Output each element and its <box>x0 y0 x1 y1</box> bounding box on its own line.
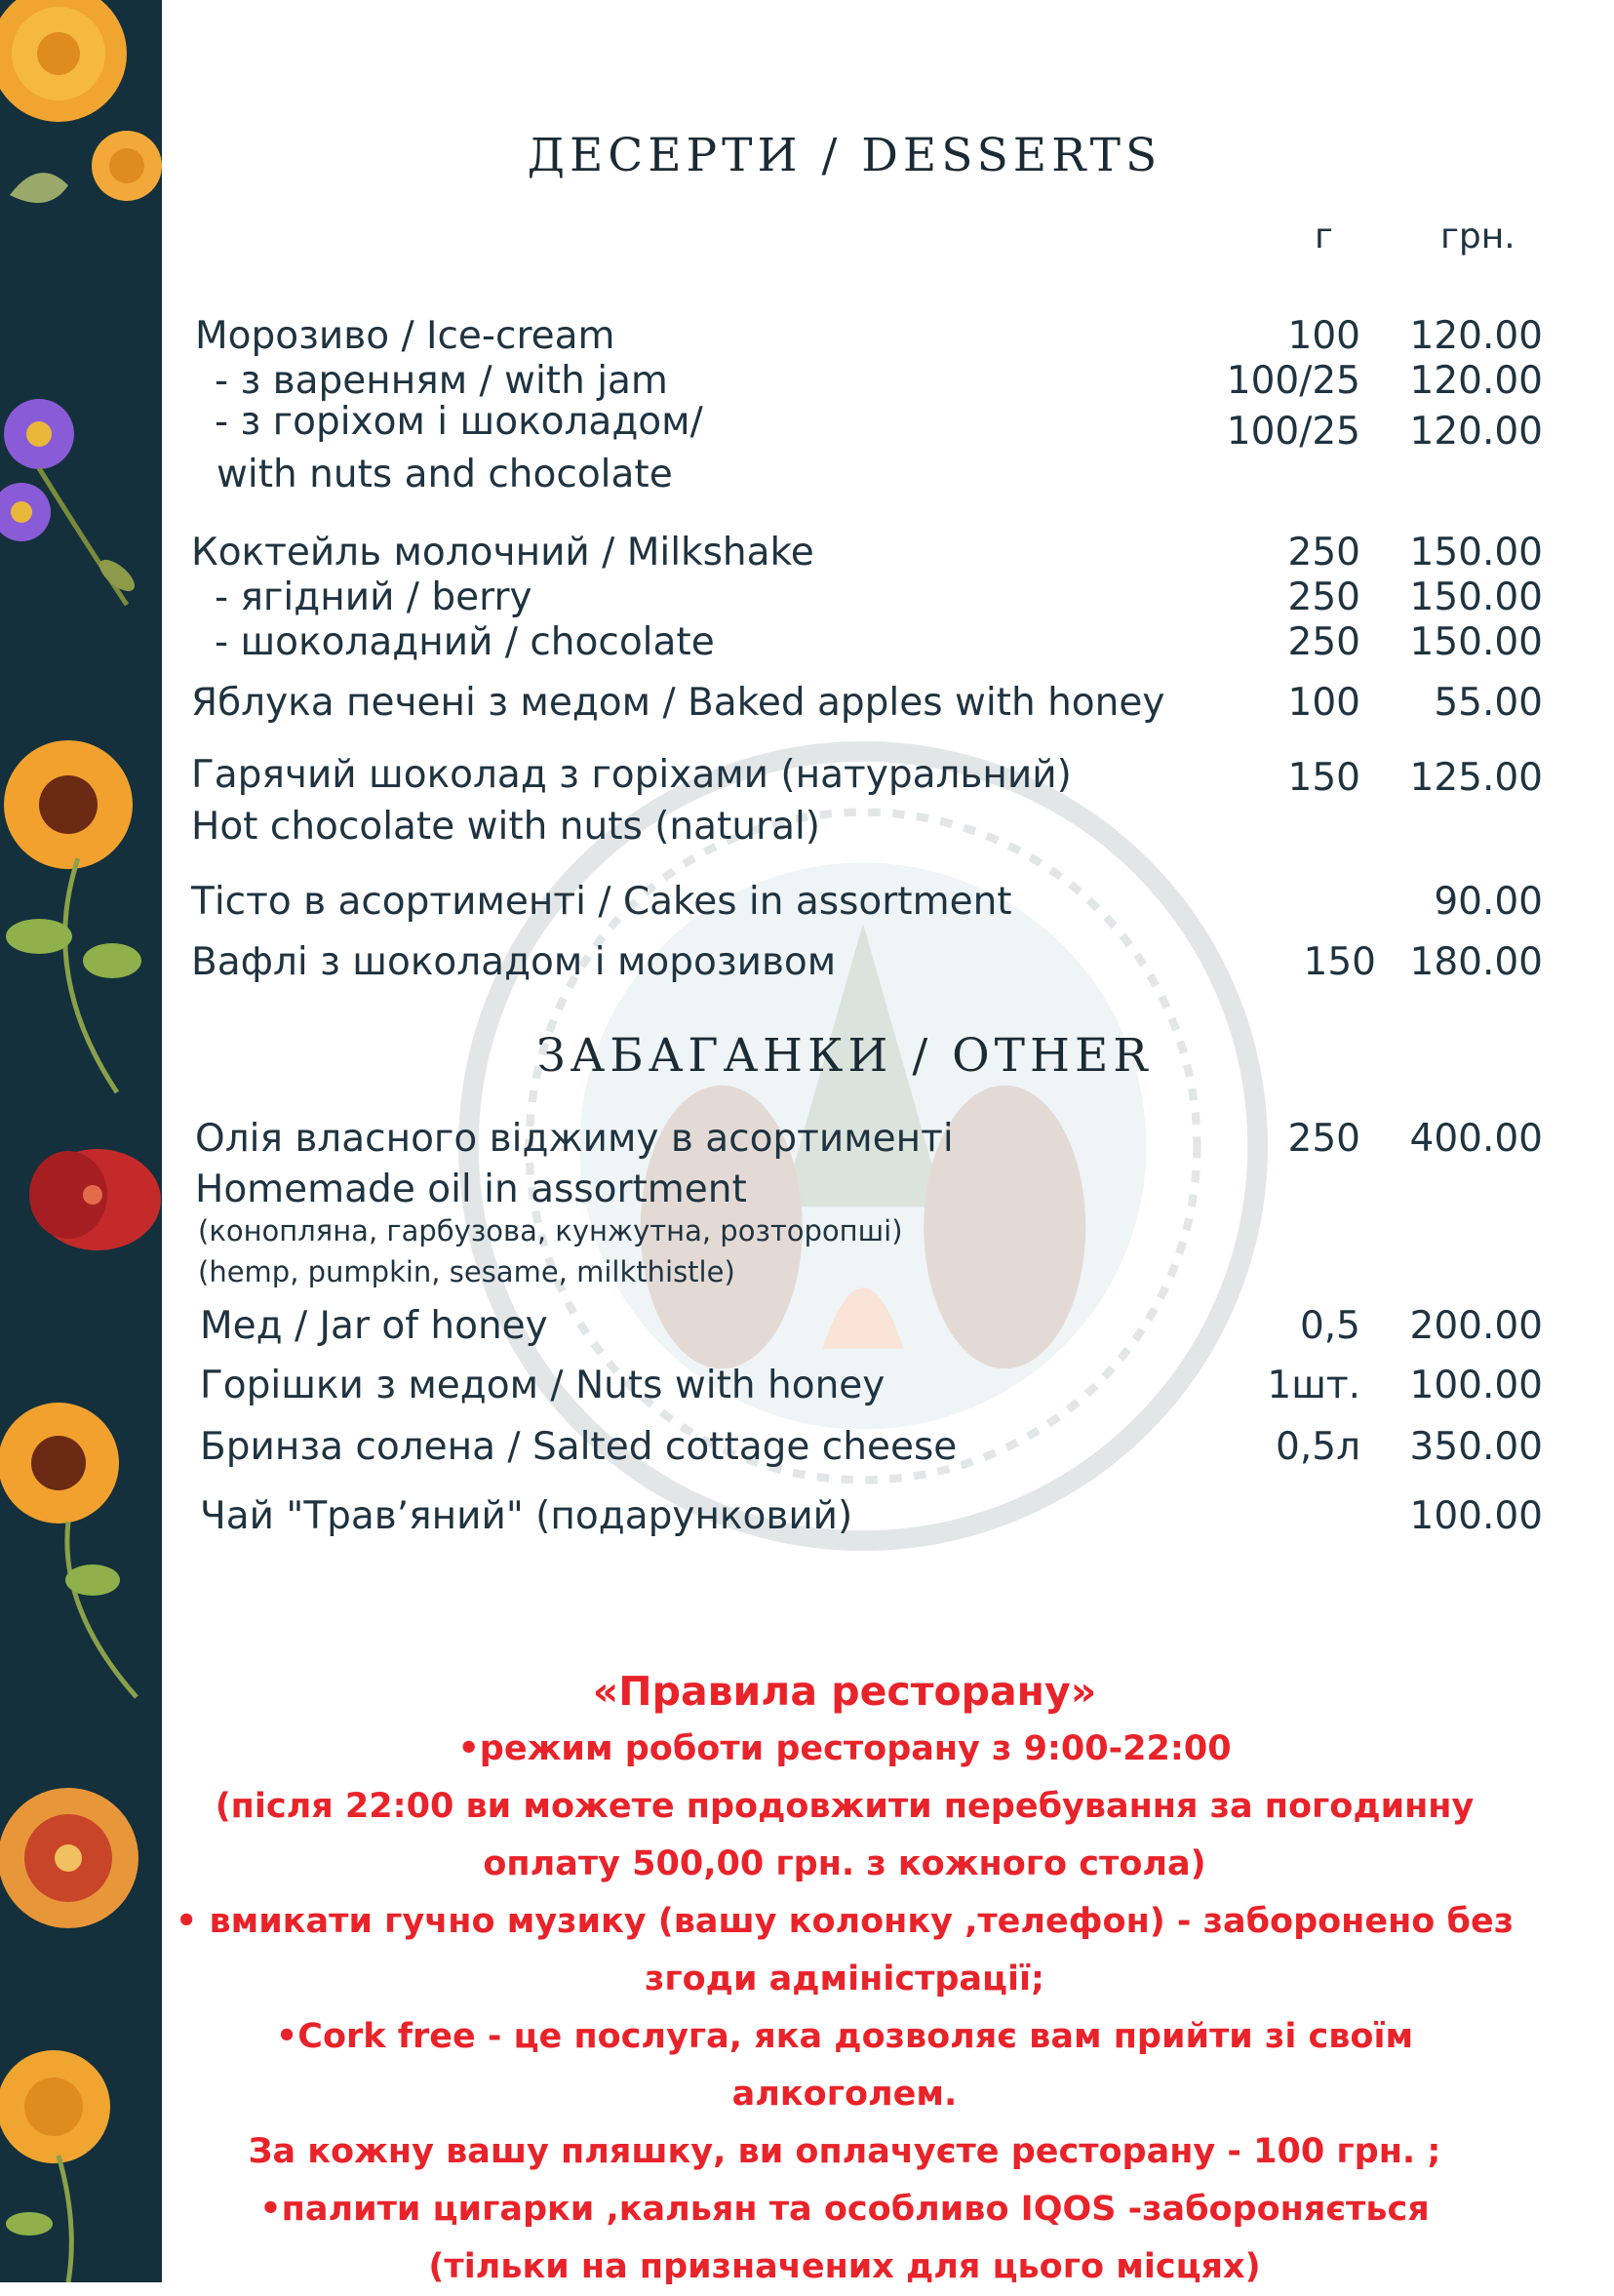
menu-item-price: 55.00 <box>1434 681 1543 725</box>
menu-item-name: Олія власного віджиму в асортименті <box>195 1117 954 1161</box>
menu-item-name: Hot chocolate with nuts (natural) <box>191 805 821 849</box>
rule-line: •палити цигарки ,кальян та особливо IQOS -забороняється <box>259 2190 1430 2229</box>
menu-item-name: Тісто в асортименті / Cakes in assortment <box>191 880 1012 924</box>
menu-item-weight: 0,5л <box>1276 1425 1360 1469</box>
sunflower-icon <box>0 1403 137 1697</box>
menu-item-weight: 100 <box>1287 681 1360 725</box>
menu-item-price: 180.00 <box>1409 940 1543 984</box>
menu-item-note: (конопляна, гарбузова, кунжутна, розторопші) <box>198 1214 903 1247</box>
floral-sidebar <box>0 0 162 2282</box>
menu-item-name: - ягідний / berry <box>215 575 532 619</box>
menu-item-price: 100.00 <box>1409 1494 1543 1538</box>
restaurant-rules <box>162 1663 1527 2296</box>
menu-item-weight: 100/25 <box>1226 410 1360 454</box>
menu-item-price: 120.00 <box>1409 359 1543 403</box>
menu-item-price: 150.00 <box>1409 531 1543 574</box>
menu-item-weight: 250 <box>1287 575 1360 619</box>
purple-aster-icon <box>0 399 139 605</box>
red-poppy-icon <box>29 1149 161 1250</box>
menu-item-name: Вафлі з шоколадом і морозивом <box>191 940 837 984</box>
menu-item-price: 120.00 <box>1409 314 1543 358</box>
menu-item-weight: 250 <box>1287 620 1360 664</box>
desserts-heading: ДЕСЕРТИ / DESSERTS <box>527 129 1162 182</box>
menu-item-price: 150.00 <box>1409 620 1543 664</box>
menu-item-weight: 250 <box>1287 531 1360 574</box>
rule-line: оплату 500,00 грн. з кожного стола) <box>483 1844 1206 1883</box>
menu-item-name: - з горіхом і шоколадом/ <box>215 400 703 444</box>
menu-item-weight: 150 <box>1287 756 1360 800</box>
menu-item-price: 90.00 <box>1434 880 1543 924</box>
menu-item-name: with nuts and chocolate <box>217 453 673 496</box>
rule-line: За кожну вашу пляшку, ви оплачуєте ресторану - 100 грн. ; <box>248 2132 1441 2171</box>
menu-item-name: Бринза солена / Salted cottage cheese <box>200 1425 958 1469</box>
rule-line: (після 22:00 ви можете продовжити перебування за погодинну <box>215 1787 1475 1826</box>
menu-item-price: 125.00 <box>1409 756 1543 800</box>
menu-item-weight: 100/25 <box>1226 359 1360 403</box>
menu-item-name: Мед / Jar of honey <box>200 1304 548 1348</box>
menu-item-price: 120.00 <box>1409 410 1543 454</box>
menu-item-weight: 0,5 <box>1299 1304 1360 1348</box>
menu-item-name: Горішки з медом / Nuts with honey <box>200 1364 886 1407</box>
sunflower-icon <box>4 740 141 1092</box>
orange-flower-icon <box>0 1788 138 1928</box>
rules-title: «Правила ресторану» <box>592 1668 1097 1715</box>
menu-item-name: Чай "Трав’яний" (подарунковий) <box>200 1494 853 1538</box>
orange-chrysanthemum-icon <box>0 2050 110 2282</box>
price-column-header: грн. <box>1440 217 1516 257</box>
menu-item-price: 350.00 <box>1409 1425 1543 1469</box>
menu-item-name: Homemade oil in assortment <box>195 1168 747 1211</box>
orange-chrysanthemum-icon <box>0 0 162 203</box>
menu-item-price: 100.00 <box>1409 1364 1543 1407</box>
menu-item-weight: 150 <box>1303 940 1376 984</box>
menu-item-price: 400.00 <box>1409 1117 1543 1161</box>
menu-item-name: Коктейль молочний / Milkshake <box>191 531 814 574</box>
menu-item-name: Яблука печені з медом / Baked apples with honey <box>191 681 1165 725</box>
menu-item-name: Гарячий шоколад з горіхами (натуральний) <box>191 753 1072 797</box>
menu-item-price: 200.00 <box>1409 1304 1543 1348</box>
rule-line: •Cork free - це послуга, яка дозволяє вам прийти зі своїм алкоголем. <box>275 2017 1414 2114</box>
rule-line: •режим роботи ресторану з 9:00-22:00 <box>457 1729 1232 1768</box>
menu-item-weight: 250 <box>1287 1117 1360 1161</box>
menu-item-weight: 100 <box>1287 314 1360 358</box>
other-heading: ЗАБАГАНКИ / OTHER <box>536 1029 1153 1083</box>
menu-item-price: 150.00 <box>1409 575 1543 619</box>
rule-line: • вмикати гучно музику (вашу колонку ,телефон) - заборонено без <box>175 1902 1515 1941</box>
menu-item-note: (hemp, pumpkin, sesame, milkthistle) <box>198 1255 735 1288</box>
floral-decor-icon <box>0 0 162 2282</box>
menu-item-name: Морозиво / Ice-cream <box>195 314 615 358</box>
rule-line: (тільки на призначених для цього місцях) <box>428 2247 1261 2286</box>
rule-line: згоди адміністрації; <box>645 1960 1044 1999</box>
menu-item-name: - шоколадний / chocolate <box>215 620 715 664</box>
weight-column-header: г <box>1315 217 1333 257</box>
menu-item-weight: 1шт. <box>1267 1364 1360 1407</box>
menu-item-name: - з варенням / with jam <box>215 359 668 403</box>
